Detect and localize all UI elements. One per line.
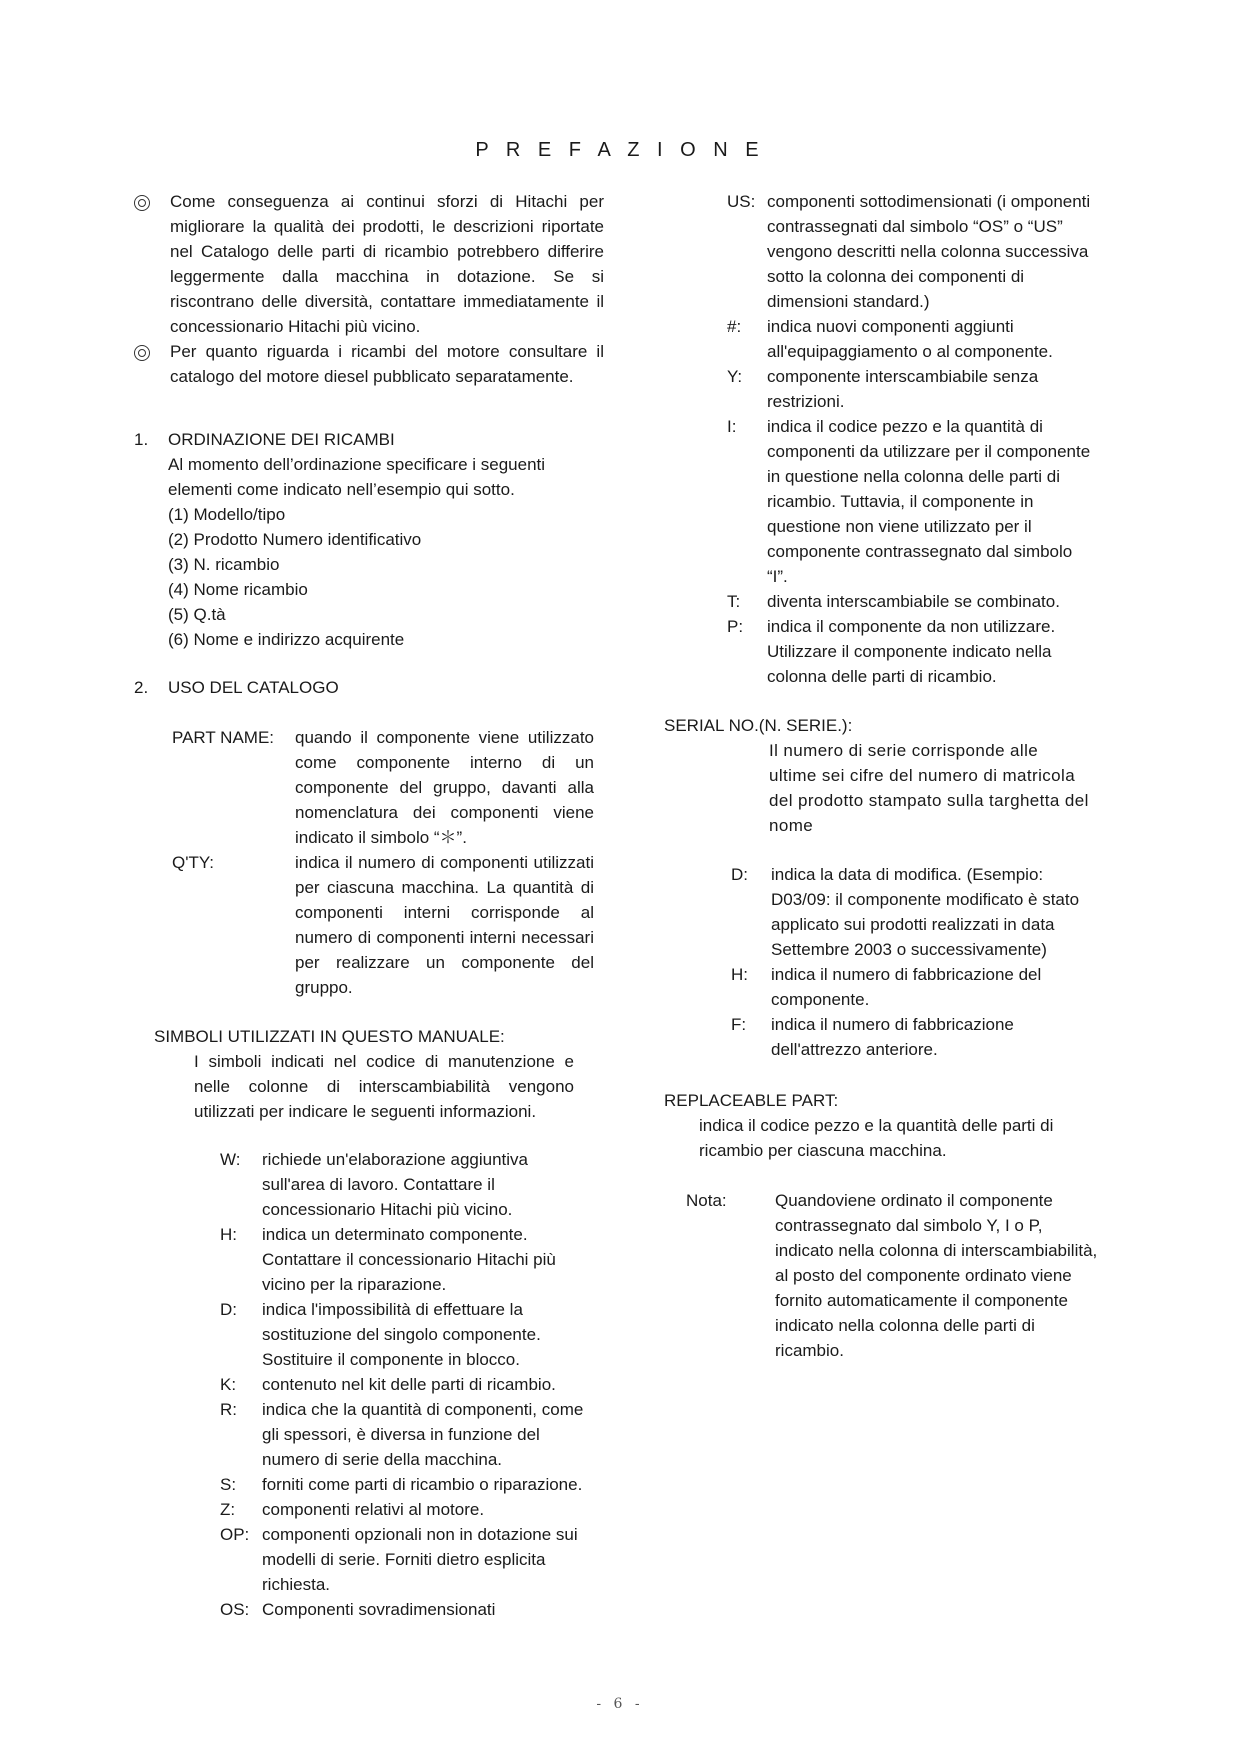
symbol-desc-line: contrassegnati dal simbolo “OS” o “US” (767, 217, 1063, 236)
symbol-desc-line: diventa interscambiabile se combinato. (767, 592, 1060, 611)
nota-line: Quandoviene ordinato il componente (775, 1191, 1053, 1210)
order-item: (2) Prodotto Numero identificativo (168, 530, 422, 549)
serial-line: del prodotto stampato sulla targhetta del (769, 791, 1089, 810)
symbol-desc-line: numero di serie della macchina. (262, 1450, 503, 1469)
symbol-desc-line: gli spessori, è diversa in funzione del (262, 1425, 540, 1444)
symbol-code: S: (220, 1475, 237, 1494)
symbol-row-y (727, 364, 1127, 414)
order-item: (4) Nome ricambio (168, 580, 308, 599)
symbol-desc-line: Settembre 2003 o successivamente) (771, 940, 1047, 959)
section1-heading: ORDINAZIONE DEI RICAMBI (168, 430, 395, 449)
order-item: (5) Q.tà (168, 605, 226, 624)
symbol-desc-line: restrizioni. (767, 392, 845, 411)
symbol-code: Y: (727, 367, 743, 386)
serial-line: Il numero di serie corrisponde alle (769, 741, 1039, 760)
section2-number: 2. (134, 678, 149, 697)
symbol-desc-line: sostituzione del singolo componente. (262, 1325, 541, 1344)
symbol-desc-line: Utilizzare il componente indicato nella (767, 642, 1052, 661)
symbol-desc-line: indica il numero di fabbricazione (771, 1015, 1014, 1034)
symbol-code: I: (727, 417, 737, 436)
symbol-desc-line: concessionario Hitachi più vicino. (262, 1200, 513, 1219)
symbol-code: H: (731, 965, 748, 984)
symbol-desc-line: sotto la colonna dei componenti di (767, 267, 1025, 286)
serial-line: ultime sei cifre del numero di matricola (769, 766, 1076, 785)
serial-row-f (731, 1012, 1131, 1062)
symbol-desc-line: in questione nella colonna delle parti di (767, 467, 1060, 486)
symbol-desc-line: componente contrassegnato dal simbolo (767, 542, 1073, 561)
replaceable-line: ricambio per ciascuna macchina. (699, 1141, 947, 1160)
nota-line: al posto del componente ordinato viene (775, 1266, 1072, 1285)
symbol-row-us (727, 189, 1127, 314)
page-number: - 6 - (596, 1696, 644, 1712)
symbol-desc-line: modelli di serie. Forniti dietro esplicita (262, 1550, 546, 1569)
symbol-desc-line: richiede un'elaborazione aggiuntiva (262, 1150, 528, 1169)
symbol-row-i (727, 414, 1127, 589)
symbol-desc-line: contenuto nel kit delle parti di ricambio. (262, 1375, 556, 1394)
symbol-row-w (220, 1147, 610, 1222)
symbol-code: OP: (220, 1525, 250, 1544)
replaceable-line: indica il codice pezzo e la quantità delle parti di (699, 1116, 1054, 1135)
double-circle-icon (134, 345, 150, 361)
order-item: (1) Modello/tipo (168, 505, 286, 524)
symbol-desc-line: Contattare il concessionario Hitachi più (262, 1250, 556, 1269)
section2-heading: USO DEL CATALOGO (168, 678, 339, 697)
symbol-desc-line: indica la data di modifica. (Esempio: (771, 865, 1044, 884)
symbol-desc-line: componente interscambiabile senza (767, 367, 1039, 386)
symbol-desc-line: forniti come parti di ricambio o riparazione. (262, 1475, 583, 1494)
symbol-desc-line: indica nuovi componenti aggiunti (767, 317, 1014, 336)
symbol-desc-line: vicino per la riparazione. (262, 1275, 447, 1294)
symbols-intro: I simboli indicati nel codice di manutenzione e nelle colonne di interscambiabilità vengono utilizzati per indicare le seguenti informazioni. (194, 1052, 574, 1121)
symbol-row-op (220, 1522, 610, 1597)
section1-body-line: elementi come indicato nell’esempio qui sotto. (168, 480, 515, 499)
symbol-desc-line: componenti opzionali non in dotazione sui (262, 1525, 578, 1544)
symbols-heading: SIMBOLI UTILIZZATI IN QUESTO MANUALE: (154, 1027, 505, 1046)
symbol-desc-line: indica un determinato componente. (262, 1225, 528, 1244)
symbol-row-hash (727, 314, 1127, 364)
symbol-code: H: (220, 1225, 237, 1244)
symbol-desc-line: indica l'impossibilità di effettuare la (262, 1300, 523, 1319)
replaceable-heading: REPLACEABLE PART: (664, 1091, 839, 1110)
symbol-desc-line: Sostituire il componente in blocco. (262, 1350, 520, 1369)
order-item: (6) Nome e indirizzo acquirente (168, 630, 405, 649)
symbols-right-list (727, 189, 1127, 689)
intro-text-1: Come conseguenza ai continui sforzi di Hitachi per migliorare la qualità dei prodotti, le descrizioni riportate nel Catalogo delle parti di ricambio potrebbero differire leggermente dalla macchina in dotazione. Se si riscontrano delle diversità, contattare immediatamente il concessionario Hitachi più vicino. (170, 192, 604, 336)
serial-body (769, 738, 1089, 838)
nota-line: indicato nella colonna delle parti di (775, 1316, 1035, 1335)
def-text-qty: indica il numero di componenti utilizzati per ciascuna macchina. La quantità di componenti interni corrisponde al numero di componenti interni necessari per realizzare un componente del gruppo. (295, 853, 594, 997)
serial-row-d (731, 862, 1131, 962)
symbol-code: Z: (220, 1500, 236, 1519)
symbol-row-os (220, 1597, 610, 1622)
order-item: (3) N. ricambio (168, 555, 280, 574)
symbol-desc-line: richiesta. (262, 1575, 331, 1594)
symbol-row-h (220, 1222, 610, 1297)
symbol-code: F: (731, 1015, 747, 1034)
symbol-code: OS: (220, 1600, 250, 1619)
section1-body-line: Al momento dell’ordinazione specificare i seguenti (168, 455, 546, 474)
symbol-code: #: (727, 317, 742, 336)
symbol-desc-line: ricambio. Tuttavia, il componente in (767, 492, 1034, 511)
serial-line: nome (769, 816, 814, 835)
symbol-desc-line: dimensioni standard.) (767, 292, 930, 311)
nota-line: contrassegnato dal simbolo Y, I o P, (775, 1216, 1043, 1235)
symbol-desc-line: indica il componente da non utilizzare. (767, 617, 1056, 636)
symbol-code: D: (220, 1300, 237, 1319)
symbol-row-s (220, 1472, 610, 1497)
symbol-desc-line: colonna delle parti di ricambio. (767, 667, 997, 686)
nota-line: indicato nella colonna di interscambiabilità, (775, 1241, 1098, 1260)
symbol-desc-line: all'equipaggiamento o al componente. (767, 342, 1053, 361)
symbol-code: P: (727, 617, 744, 636)
serial-heading: SERIAL NO.(N. SERIE.): (664, 716, 853, 735)
intro-bullet-1 (134, 189, 604, 336)
symbol-row-k (220, 1372, 610, 1397)
symbol-desc-line: indica il codice pezzo e la quantità di (767, 417, 1043, 436)
nota-line: ricambio. (775, 1341, 844, 1360)
def-term-qty: Q'TY: (172, 853, 214, 872)
symbol-desc-line: questione non viene utilizzato per il (767, 517, 1032, 536)
def-text-part-name: quando il componente viene utilizzato come componente interno di un componente del gruppo, davanti alla nomenclatura dei componenti viene indicato il simbolo “＊”. (295, 728, 594, 847)
symbol-desc-line: componenti relativi al motore. (262, 1500, 485, 1519)
symbols-left-list (220, 1147, 610, 1622)
def-term-part-name: PART NAME: (172, 728, 275, 747)
nota-label: Nota: (686, 1191, 727, 1210)
symbol-row-z (220, 1497, 610, 1522)
symbol-desc-line: applicato sui prodotti realizzati in data (771, 915, 1055, 934)
section1-number: 1. (134, 430, 149, 449)
symbol-code: US: (727, 192, 756, 211)
symbol-desc-line: indica il numero di fabbricazione del (771, 965, 1042, 984)
section1-body (168, 452, 545, 652)
symbol-desc-line: “I”. (767, 567, 788, 586)
symbol-desc-line: indica che la quantità di componenti, come (262, 1400, 584, 1419)
page-title: P R E F A Z I O N E (475, 139, 765, 161)
symbol-code: R: (220, 1400, 237, 1419)
symbol-desc-line: componente. (771, 990, 870, 1009)
symbol-desc-line: dell'attrezzo anteriore. (771, 1040, 938, 1059)
symbol-row-r (220, 1397, 610, 1472)
symbol-desc-line: vengono descritti nella colonna successiva (767, 242, 1089, 261)
replaceable-body (699, 1113, 1053, 1163)
nota-body (775, 1188, 1097, 1363)
symbol-code: K: (220, 1375, 237, 1394)
symbol-code: T: (727, 592, 741, 611)
double-circle-icon (134, 195, 150, 211)
symbol-desc-line: componenti da utilizzare per il componente (767, 442, 1091, 461)
symbol-row-p (727, 614, 1127, 689)
nota-line: fornito automaticamente il componente (775, 1291, 1068, 1310)
symbol-row-d (220, 1297, 610, 1372)
serial-row-h (731, 962, 1131, 1012)
symbol-desc-line: D03/09: il componente modificato è stato (771, 890, 1080, 909)
symbol-desc-line: sull'area di lavoro. Contattare il (262, 1175, 495, 1194)
symbol-desc-line: componenti sottodimensionati (i omponenti (767, 192, 1091, 211)
symbol-row-t (727, 589, 1127, 614)
symbol-code: D: (731, 865, 748, 884)
serial-symbols-list (731, 862, 1131, 1062)
symbol-desc-line: Componenti sovradimensionati (262, 1600, 496, 1619)
symbol-code: W: (220, 1150, 241, 1169)
intro-bullet-2 (134, 339, 604, 386)
intro-text-2: Per quanto riguarda i ricambi del motore consultare il catalogo del motore diesel pubblicato separatamente. (170, 342, 604, 386)
